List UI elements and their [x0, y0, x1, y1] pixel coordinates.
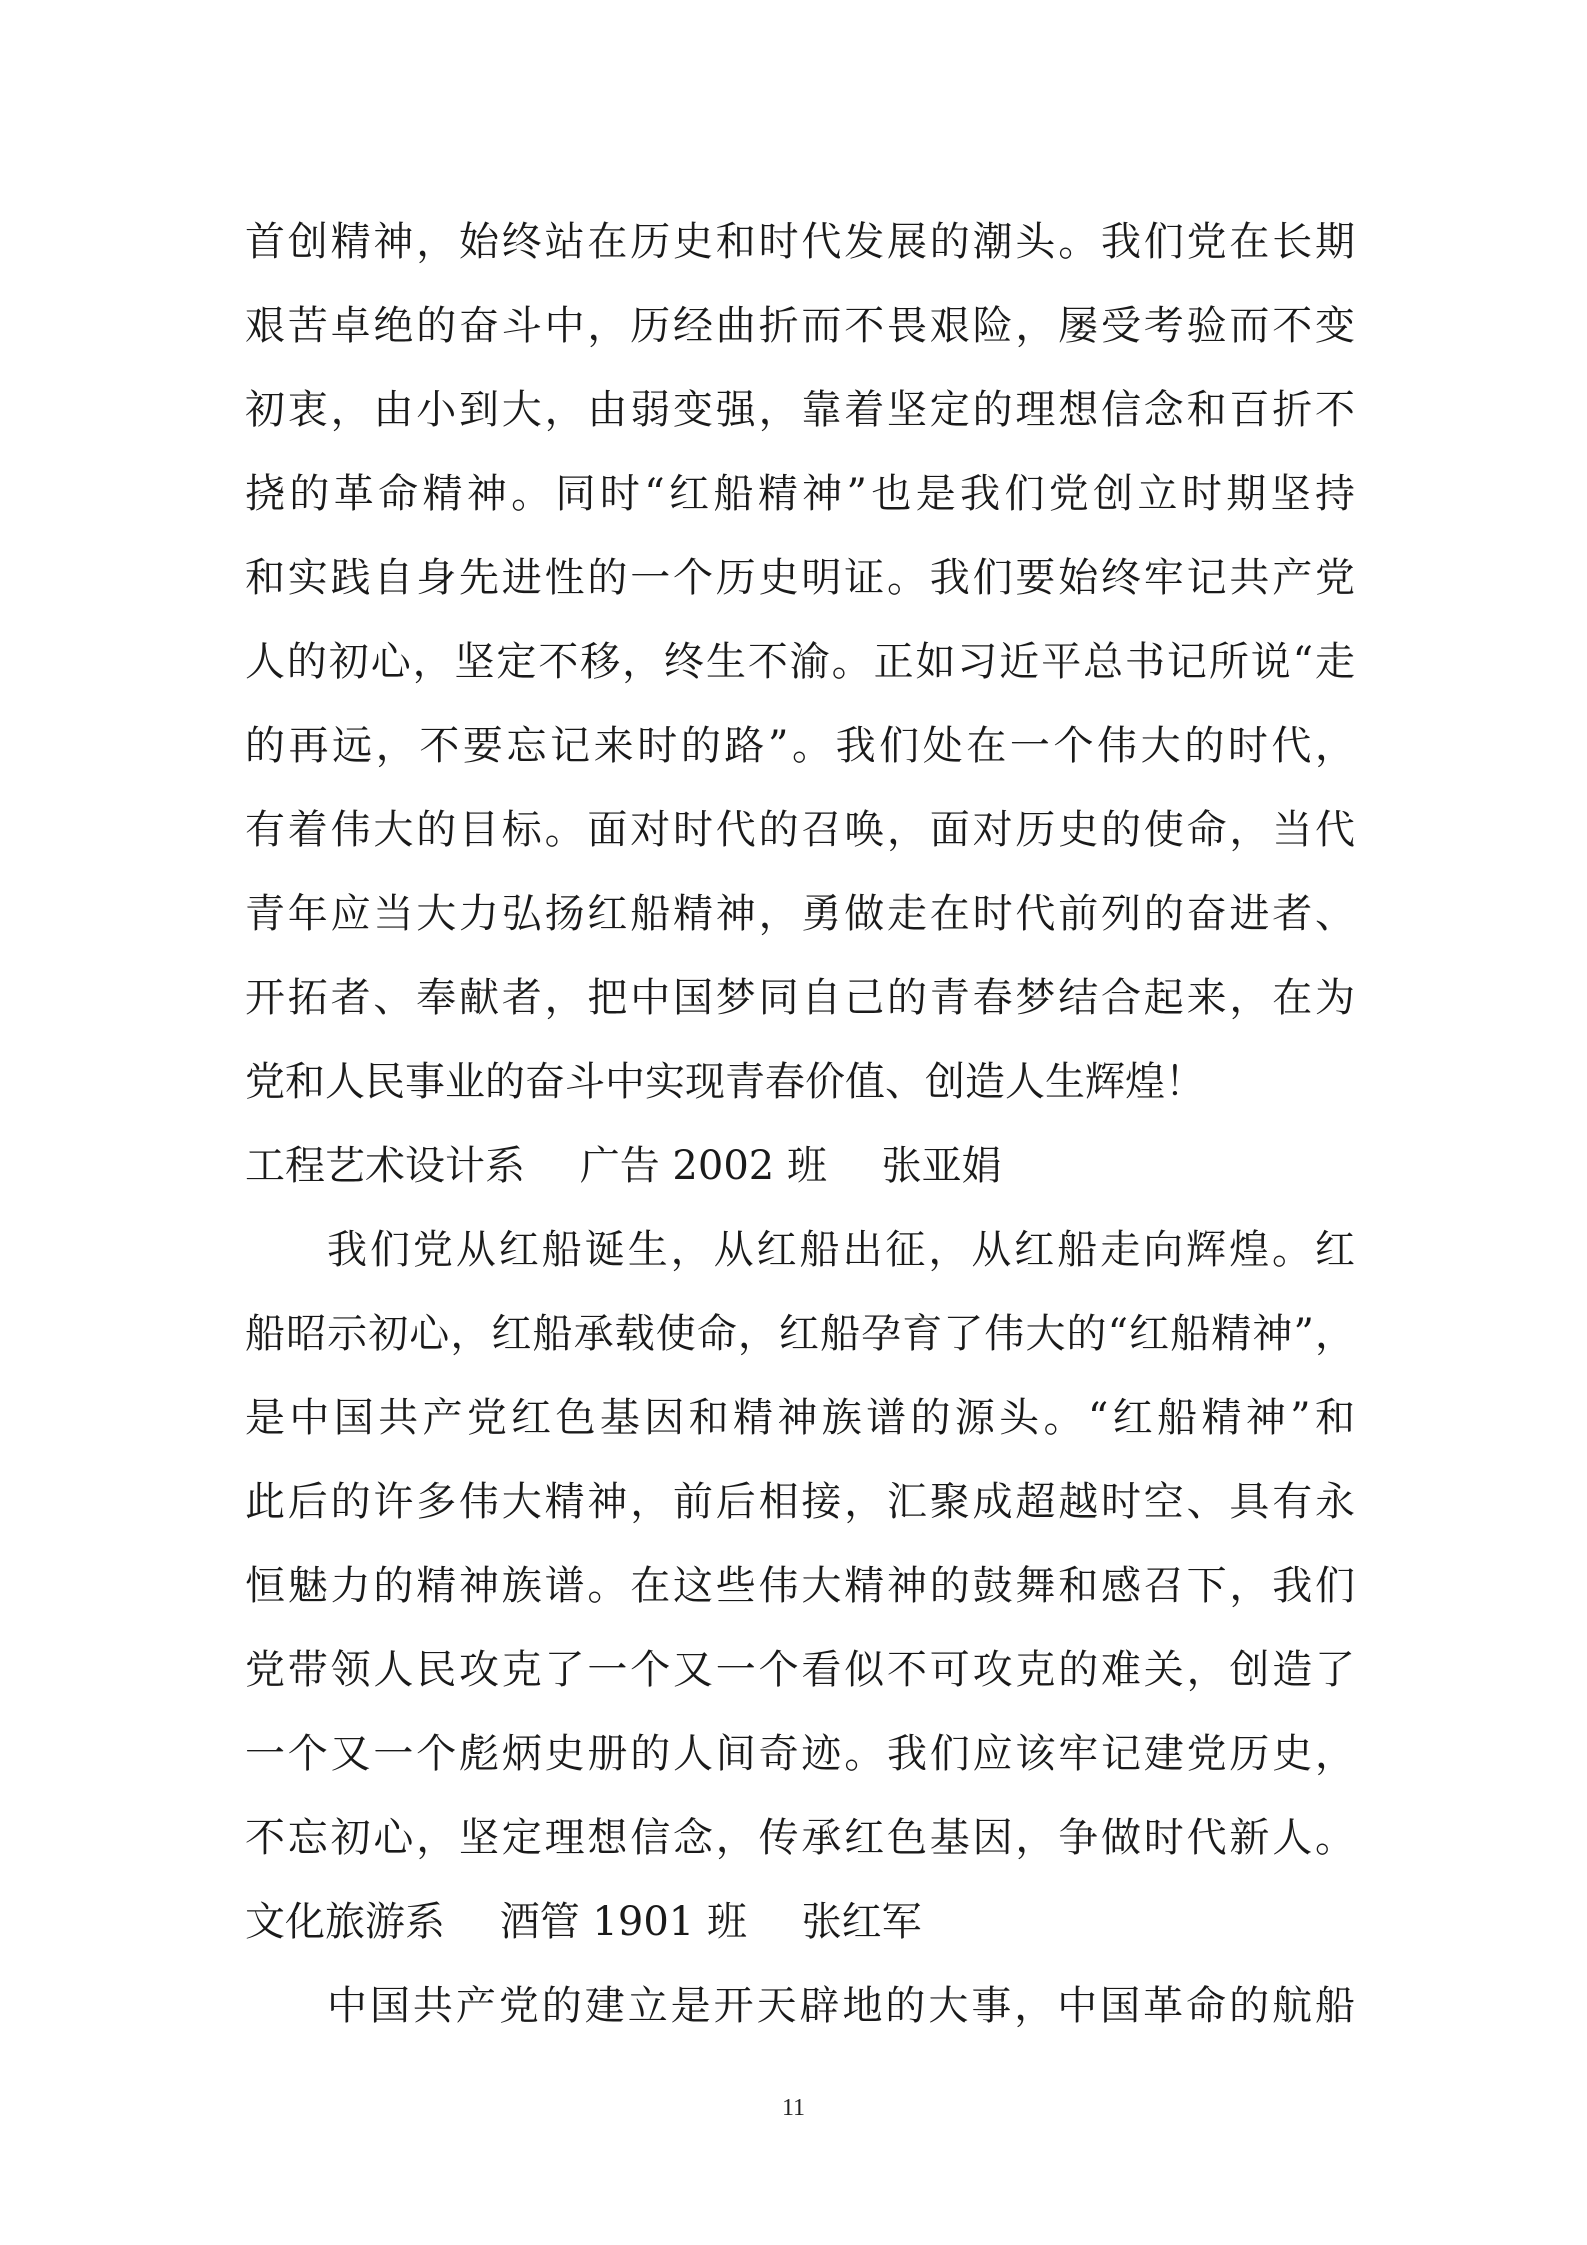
- paragraph-line: 不忘初心，坚定理想信念，传承红色基因，争做时代新人。: [245, 1815, 1355, 1861]
- paragraph-line: 我们党从红船诞生，从红船出征，从红船走向辉煌。红: [327, 1227, 1355, 1273]
- document-page: [245, 200, 1355, 2048]
- paragraph-line: 人的初心，坚定不移，终生不渝。正如习近平总书记所说“走: [245, 639, 1355, 685]
- paragraph-line: 的再远，不要忘记来时的路”。我们处在一个伟大的时代，: [245, 723, 1355, 769]
- author-name: 张亚娟: [881, 1143, 1002, 1189]
- paragraph-line: 开拓者、奉献者，把中国梦同自己的青春梦结合起来，在为: [245, 975, 1355, 1021]
- paragraph-line: 有着伟大的目标。面对时代的召唤，面对历史的使命，当代: [245, 807, 1355, 853]
- class-name: 广告 2002 班: [579, 1143, 827, 1189]
- paragraph-line: 恒魅力的精神族谱。在这些伟大精神的鼓舞和感召下，我们: [245, 1563, 1355, 1609]
- paragraph-line: 挠的革命精神。同时“红船精神”也是我们党创立时期坚持: [245, 471, 1355, 517]
- paragraph-line: 此后的许多伟大精神，前后相接，汇聚成超越时空、具有永: [245, 1479, 1355, 1525]
- paragraph: [245, 200, 1355, 1124]
- paragraph: [245, 1964, 1355, 2048]
- paragraph-line: 党和人民事业的奋斗中实现青春价值、创造人生辉煌！: [245, 1059, 1205, 1105]
- author-heading: [245, 1880, 1355, 1964]
- paragraph-line: 一个又一个彪炳史册的人间奇迹。我们应该牢记建党历史，: [245, 1731, 1355, 1777]
- department-name: 工程艺术设计系: [245, 1143, 525, 1189]
- page-number: 11: [781, 2095, 806, 2121]
- paragraph-line: 首创精神，始终站在历史和时代发展的潮头。我们党在长期: [245, 219, 1355, 265]
- paragraph-line: 和实践自身先进性的一个历史明证。我们要始终牢记共产党: [245, 555, 1355, 601]
- paragraph: [245, 1208, 1355, 1880]
- paragraph-line: 艰苦卓绝的奋斗中，历经曲折而不畏艰险，屡受考验而不变: [245, 303, 1355, 349]
- paragraph-line: 初衷，由小到大，由弱变强，靠着坚定的理想信念和百折不: [245, 387, 1355, 433]
- paragraph-line: 中国共产党的建立是开天辟地的大事，中国革命的航船: [327, 1983, 1355, 2029]
- paragraph-line: 船昭示初心，红船承载使命，红船孕育了伟大的“红船精神”，: [245, 1311, 1355, 1357]
- paragraph-line: 是中国共产党红色基因和精神族谱的源头。“红船精神”和: [245, 1395, 1355, 1441]
- author-heading: [245, 1124, 1355, 1208]
- author-name: 张红军: [801, 1899, 922, 1945]
- paragraph-line: 党带领人民攻克了一个又一个看似不可攻克的难关，创造了: [245, 1647, 1355, 1693]
- class-name: 酒管 1901 班: [499, 1899, 747, 1945]
- paragraph-line: 青年应当大力弘扬红船精神，勇做走在时代前列的奋进者、: [245, 891, 1355, 937]
- department-name: 文化旅游系: [245, 1899, 445, 1945]
